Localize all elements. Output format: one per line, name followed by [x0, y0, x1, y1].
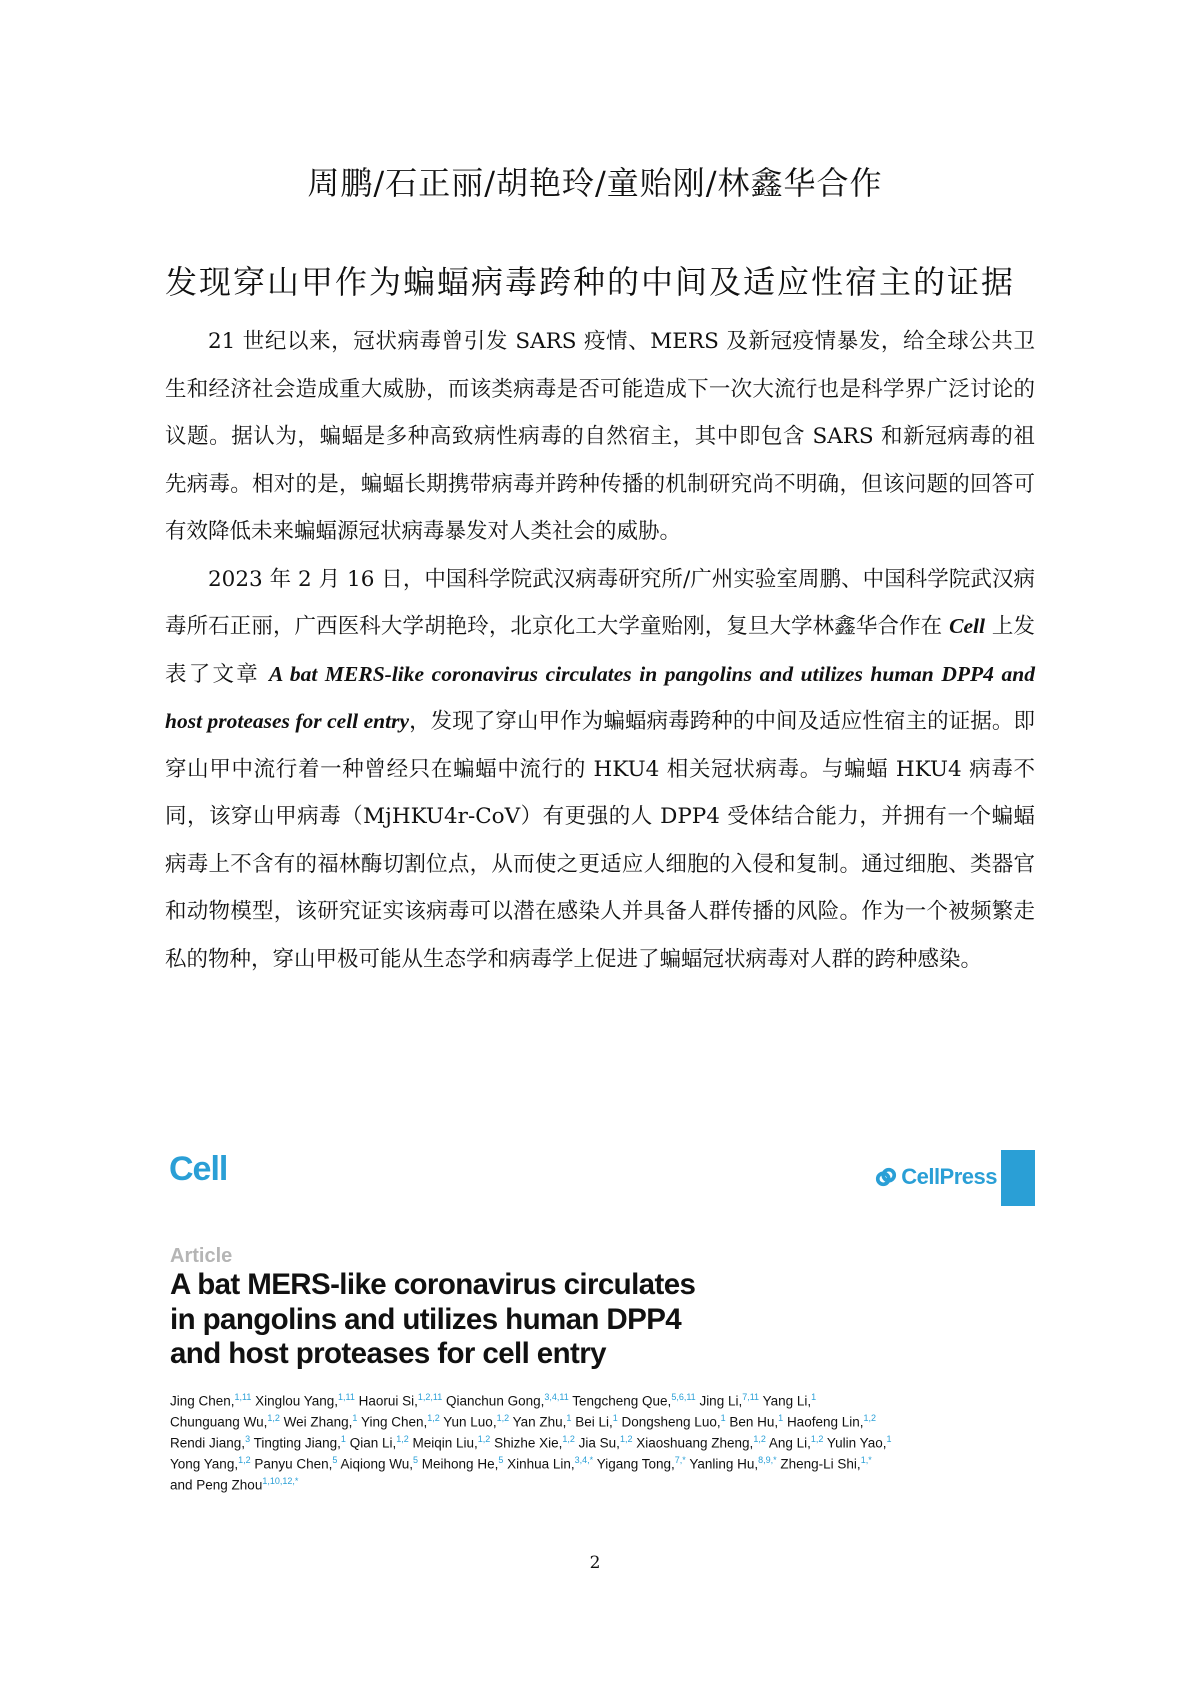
author-affiliation: 1 [612, 1413, 618, 1423]
author-name: Jia Su, [578, 1435, 620, 1451]
author-affiliation: 1,2 [496, 1413, 510, 1423]
author-affiliation: 3,4,11 [544, 1392, 569, 1402]
author-affiliation: 1 [720, 1413, 726, 1423]
cellpress-logo [875, 1164, 997, 1190]
author-affiliation: 1 [811, 1392, 817, 1402]
author-affiliation: 1 [352, 1413, 358, 1423]
author-name: Yulin Yao, [826, 1435, 887, 1451]
author-affiliation: 1,2 [477, 1434, 491, 1444]
author-name: Panyu Chen, [254, 1456, 333, 1472]
author-name: Yan Zhu, [512, 1414, 567, 1430]
paragraph-publication-part3: ，发现了穿山甲作为蝙蝠病毒跨种的中间及适应性宿主的证据。即穿山甲中流行着一种曾经只在蝙蝠中流行的 HKU4 相关冠状病毒。与蝙蝠 HKU4 病毒不同，该穿山甲病毒（MjHKU4r-CoV）有更强的人 DPP4 受体结合能力，并拥有一个蝙蝠病毒上不含有的福林酶切割位点，从而使之更适应人细胞的入侵和复制。通过细胞、类器官和动物模型，该研究证实该病毒可以潜在感染人并具备人群传播的风险。作为一个被频繁走私的物种，穿山甲极可能从生态学和病毒学上促进了蝙蝠冠状病毒对人群的跨种感染。 [165, 709, 1035, 972]
author-name: Aiqiong Wu, [340, 1456, 413, 1472]
cited-article-title: A bat MERS-like coronavirus circulates in pangolins and utilizes human DPP4 and host proteases for cell entry [165, 661, 1035, 733]
author-name: Yanling Hu, [689, 1456, 759, 1472]
author-name: Xinhua Lin, [507, 1456, 575, 1472]
author-name: Chunguang Wu, [170, 1414, 268, 1430]
author-name: Tengcheng Que, [572, 1393, 672, 1409]
page-number: 2 [589, 1553, 601, 1573]
author-name: Xinglou Yang, [255, 1393, 338, 1409]
author-affiliation: 1,2 [427, 1413, 440, 1423]
author-affiliation: 8,9,* [758, 1455, 777, 1465]
author-name: Shizhe Xie, [494, 1435, 563, 1451]
author-affiliation: 1,11 [234, 1392, 252, 1402]
headline-title: 发现穿山甲作为蝙蝠病毒跨种的中间及适应性宿主的证据 [165, 263, 1016, 301]
author-name: Xiaoshuang Zheng, [636, 1435, 754, 1451]
author-name: Ying Chen, [360, 1414, 428, 1430]
author-name: Zheng-Li Shi, [780, 1456, 861, 1472]
article-body [165, 318, 1035, 983]
author-affiliation: 1,2 [396, 1434, 409, 1444]
author-name: Yun Luo, [443, 1414, 497, 1430]
author-affiliation: 1 [340, 1434, 346, 1444]
author-name: Haofeng Lin, [786, 1414, 864, 1430]
author-affiliation: 1,2 [863, 1413, 877, 1423]
paper-title-line: and host proteases for cell entry [170, 1337, 606, 1370]
author-affiliation: 5 [498, 1455, 504, 1465]
author-affiliation: 1 [886, 1434, 892, 1444]
author-affiliation: 5,6,11 [671, 1392, 696, 1402]
paragraph-publication-part2: 上发表了文章 [165, 614, 1035, 687]
headline-authors: 周鹏/石正丽/胡艳玲/童贻刚/林鑫华合作 [307, 164, 883, 202]
author-affiliation: 7,* [674, 1455, 686, 1465]
author-name: Ang Li, [768, 1435, 811, 1451]
author-name: Wei Zhang, [283, 1414, 353, 1430]
article-type-label: Article [170, 1245, 233, 1267]
author-list [170, 1389, 1030, 1494]
author-affiliation: 1,2 [810, 1434, 824, 1444]
cellpress-text: CellPress [901, 1164, 997, 1189]
author-name: Rendi Jiang, [170, 1435, 246, 1451]
author-name: Meihong He, [421, 1456, 499, 1472]
author-name: Yang Li, [762, 1393, 812, 1409]
author-name: Jing Li, [699, 1393, 743, 1409]
author-name: Yigang Tong, [596, 1456, 675, 1472]
author-affiliation: 1,2 [238, 1455, 251, 1465]
author-name: Haorui Si, [358, 1393, 418, 1409]
author-name: Meiqin Liu, [412, 1435, 478, 1451]
author-name: Yong Yang, [170, 1456, 239, 1472]
author-name: Jing Chen, [170, 1393, 235, 1409]
author-affiliation: 1,2 [562, 1434, 575, 1444]
journal-name: Cell [949, 614, 985, 638]
author-affiliation: 3,4,* [574, 1455, 594, 1465]
author-name: Qianchun Gong, [446, 1393, 545, 1409]
author-affiliation: 1,* [860, 1455, 872, 1465]
paper-title-line: A bat MERS-like coronavirus circulates [170, 1268, 696, 1301]
author-affiliation: 5 [332, 1455, 338, 1465]
author-name: and Peng Zhou [170, 1477, 263, 1493]
author-affiliation: 1,2 [753, 1434, 766, 1444]
author-affiliation: 7,11 [742, 1392, 760, 1402]
author-affiliation: 1 [566, 1413, 572, 1423]
author-affiliation: 1,2 [267, 1413, 280, 1423]
author-affiliation: 1,2,11 [417, 1392, 443, 1402]
author-name: Dongsheng Luo, [621, 1414, 721, 1430]
paper-title [170, 1268, 870, 1372]
paragraph-publication [165, 556, 1035, 984]
cell-logo: Cell [169, 1150, 228, 1188]
author-affiliation: 1,11 [338, 1392, 355, 1402]
author-affiliation: 3 [245, 1434, 251, 1444]
cellpress-link-icon [875, 1166, 897, 1188]
author-affiliation: 1 [778, 1413, 784, 1423]
author-affiliation: 5 [413, 1455, 419, 1465]
cell-paper-header [165, 1150, 1035, 1210]
author-name: Bei Li, [575, 1414, 613, 1430]
author-name: Ben Hu, [729, 1414, 779, 1430]
author-name: Tingting Jiang, [253, 1435, 341, 1451]
paper-title-line: in pangolins and utilizes human DPP4 [170, 1302, 682, 1336]
author-affiliation: 1,2 [619, 1434, 633, 1444]
paragraph-intro: 21 世纪以来，冠状病毒曾引发 SARS 疫情、MERS 及新冠疫情暴发，给全球公共卫生和经济社会造成重大威胁，而该类病毒是否可能造成下一次大流行也是科学界广泛讨论的议题。据认为，蝙蝠是多种高致病性病毒的自然宿主，其中即包含 SARS 和新冠病毒的祖先病毒。相对的是，蝙蝠长期携带病毒并跨种传播的机制研究尚不明确，但该问题的回答可有效降低未来蝙蝠源冠状病毒暴发对人类社会的威胁。 [165, 329, 1035, 544]
author-name: Qian Li, [349, 1435, 397, 1451]
cellpress-blue-bar [1001, 1150, 1035, 1206]
paragraph-publication-part1: 2023 年 2 月 16 日，中国科学院武汉病毒研究所/广州实验室周鹏、中国科学院武汉病毒所石正丽，广西医科大学胡艳玲，北京化工大学童贻刚，复旦大学林鑫华合作在 [165, 566, 1035, 639]
author-affiliation: 1,10,12,* [262, 1476, 299, 1486]
